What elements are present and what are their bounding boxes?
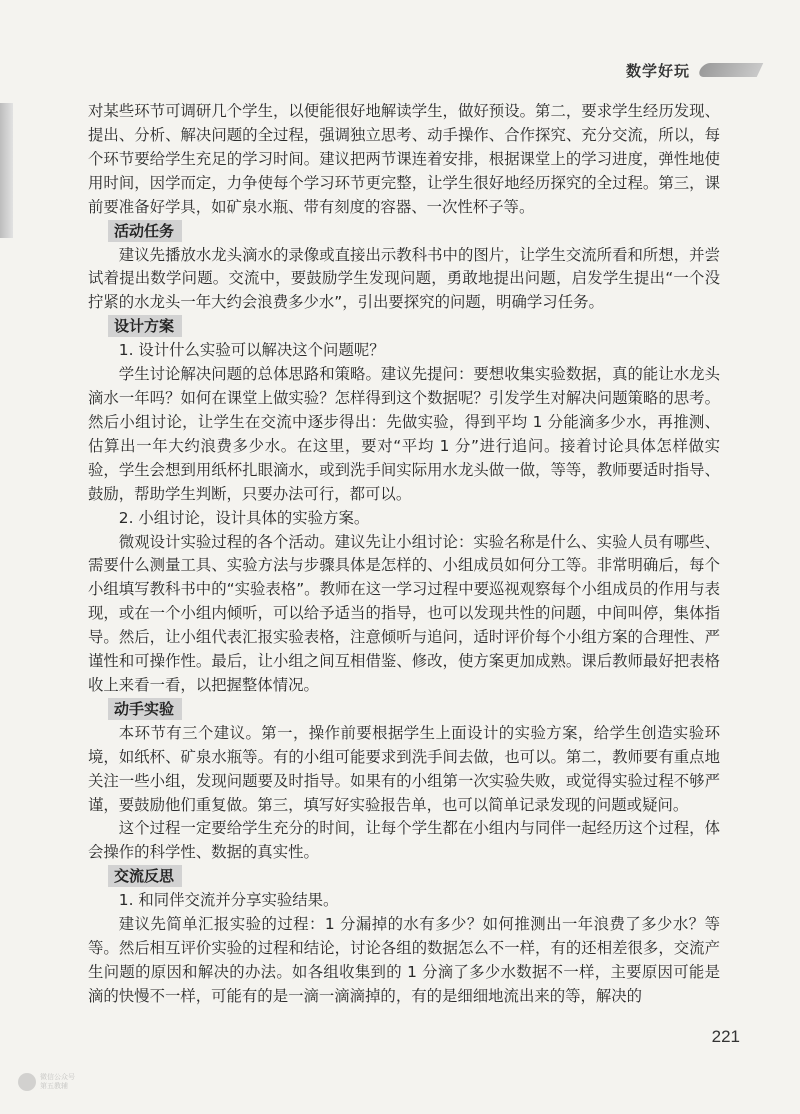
numbered-question: 1. 和同伴交流并分享实验结果。: [118, 891, 339, 910]
paragraph: 建议先播放水龙头滴水的录像或直接出示教科书中的图片，让学生交流所看和所想，并尝试着提出数学问题。交流中，要鼓励学生发现问题，勇敢地提出问题，启发学生提出“一个没拧紧的水龙头一年大约会浪费多少水”，引出要探究的问题，明确学习任务。: [88, 245, 720, 312]
watermark-logo-icon: [18, 1073, 36, 1091]
section-heading-design-plan: 设计方案: [108, 315, 182, 337]
running-header: [626, 56, 760, 84]
watermark-line-2: 第五教辅: [40, 1082, 68, 1090]
section-heading-activity-task: 活动任务: [108, 220, 182, 242]
watermark-line-1: 微信公众号: [40, 1073, 75, 1081]
paragraph: 本环节有三个建议。第一，操作前要根据学生上面设计的实验方案，给学生创造实验环境，如纸杯、矿泉水瓶等。有的小组可能要求到洗手间去做，也可以。第二，教师要有重点地关注一些小组，发现问题要及时指导。如果有的小组第一次实验失败，或觉得实验过程不够严谨，要鼓励他们重复做。第三，填写好实验报告单，也可以简单记录发现的问题或疑问。: [88, 723, 720, 814]
paragraph: 学生讨论解决问题的总体思路和策略。建议先提问：要想收集实验数据，真的能让水龙头滴水一年吗？如何在课堂上做实验？怎样得到这个数据呢？引发学生对解决问题策略的思考。然后小组讨论，让学生在交流中逐步得出：先做实验，得到平均 1 分能滴多少水，再推测、估算出一年大约浪费多少水。在这里，要对“平均 1 分”进行追问。接着讨论具体怎样做实验，学生会想到用纸杯扎眼滴水，或到洗手间实际用水龙头做一做，等等，教师要适时指导、鼓励，帮助学生判断，只要办法可行，都可以。: [88, 365, 720, 503]
watermark: [18, 1073, 75, 1091]
numbered-question: 1. 设计什么实验可以解决这个问题呢？: [118, 341, 385, 360]
page-body: [88, 100, 720, 1009]
paragraph: 这个过程一定要给学生充分的时间，让每个学生都在小组内与同伴一起经历这个过程，体会操作的科学性、数据的真实性。: [88, 819, 720, 862]
section-heading-hands-on: 动手实验: [108, 698, 182, 720]
chapter-title: 数学好玩: [625, 61, 690, 80]
header-bar-decoration: [697, 63, 764, 77]
numbered-question: 2. 小组讨论，设计具体的实验方案。: [118, 508, 370, 527]
paragraph: 建议先简单汇报实验的过程：1 分漏掉的水有多少？如何推测出一年浪费了多少水？等等。然后相互评价实验的过程和结论，讨论各组的数据怎么不一样，有的还相差很多，交流产生问题的原因和解决的办法。如各组收集到的 1 分滴了多少水数据不一样，主要原因可能是滴的快慢不一样，可能有的是一滴一滴滴掉的，有的是细细地流出来的等，解决的: [88, 915, 720, 1005]
page-number: 221: [711, 1027, 740, 1046]
intro-paragraph: 对某些环节可调研几个学生，以便能很好地解读学生，做好预设。第二，要求学生经历发现、提出、分析、解决问题的全过程，强调独立思考、动手操作、合作探究、充分交流，所以，每个环节要给学生充足的学习时间。建议把两节课连着安排，根据课堂上的学习进度，弹性地使用时间，因学而定，力争使每个学习环节更完整，让学生很好地经历探究的全过程。第三，课前要准备好学具，如矿泉水瓶、带有刻度的容器、一次性杯子等。: [88, 102, 720, 216]
side-tab-decoration: [0, 103, 13, 238]
section-heading-reflection: 交流反思: [108, 865, 182, 887]
paragraph: 微观设计实验过程的各个活动。建议先让小组讨论：实验名称是什么、实验人员有哪些、需要什么测量工具、实验方法与步骤具体是怎样的、小组成员如何分工等。非常明确后，每个小组填写教科书中的“实验表格”。教师在这一学习过程中要巡视观察每个小组成员的作用与表现，或在一个小组内倾听，可以给予适当的指导，也可以发现共性的问题，中间叫停，集体指导。然后，让小组代表汇报实验表格，注意倾听与追问，适时评价每个小组方案的合理性、严谨性和可操作性。最后，让小组之间互相借鉴、修改，使方案更加成熟。课后教师最好把表格收上来看一看，以把握整体情况。: [88, 532, 720, 694]
